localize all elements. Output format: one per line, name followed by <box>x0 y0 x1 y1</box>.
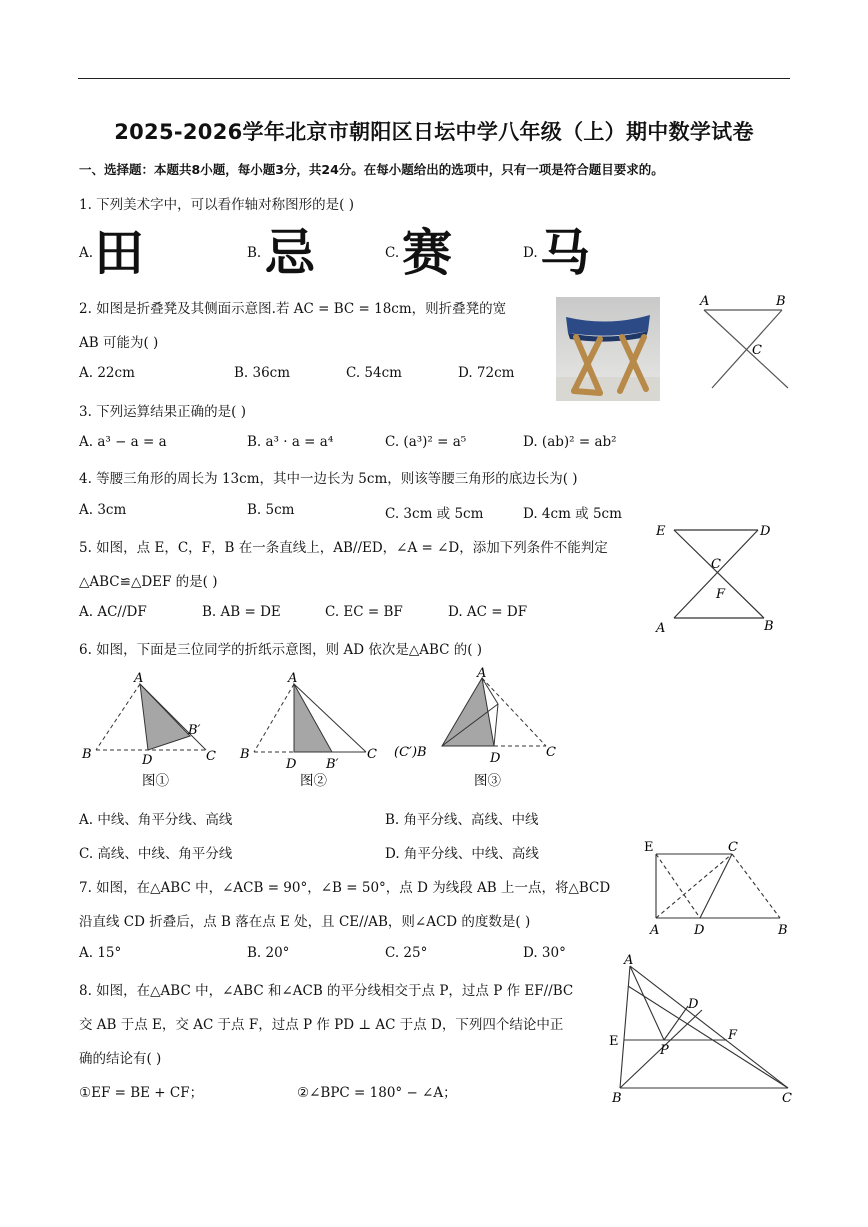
q6-fig3-label-d: D <box>490 751 501 766</box>
q4-option-c[interactable]: C. 3cm 或 5cm <box>385 506 484 522</box>
q8-label-f: F <box>728 1028 738 1043</box>
q7-option-b[interactable]: B. 20° <box>247 945 290 961</box>
page-title: 2025-2026学年北京市朝阳区日坛中学八年级（上）期中数学试卷 <box>114 120 754 144</box>
q6-fig1-label-d: D <box>142 753 153 768</box>
q6-fig3-caption: 图③ <box>474 773 501 788</box>
q1-option-d-label: D. <box>523 245 538 261</box>
q6-fig2-label-c: C <box>367 747 377 762</box>
q5-label-c: C <box>711 557 721 572</box>
q7-option-c[interactable]: C. 25° <box>385 945 428 961</box>
q7-label-b: B <box>778 923 788 938</box>
q3-stem: 3. 下列运算结果正确的是( ) <box>79 404 246 420</box>
q1-option-a-char[interactable]: 田 <box>94 224 144 282</box>
q8-label-c: C <box>782 1091 792 1106</box>
q2-option-d[interactable]: D. 72cm <box>458 365 515 381</box>
q7-label-a: A <box>650 923 660 938</box>
q5-label-d: D <box>760 524 771 539</box>
q5-diagram <box>652 518 782 638</box>
q7-label-e: E <box>644 840 654 855</box>
section-heading: 一、选择题：本题共8小题，每小题3分，共24分。在每小题给出的选项中，只有一项是符合题目要求的。 <box>79 162 664 177</box>
q6-stem: 6. 如图，下面是三位同学的折纸示意图，则 AD 依次是△ABC 的( ) <box>79 642 483 658</box>
q6-figure-1 <box>78 668 228 792</box>
q2-stem-line2: AB 可能为( ) <box>79 335 159 351</box>
q7-stem-line1: 7. 如图，在△ABC 中，∠ACB = 90°，∠B = 50°，点 D 为线段 AB 上一点，将△BCD <box>79 880 611 896</box>
q3-option-c[interactable]: C. (a³)² = a⁵ <box>385 434 467 450</box>
q6-fig2-label-d: D <box>286 757 297 772</box>
q5-option-c[interactable]: C. EC = BF <box>325 604 403 620</box>
q6-fig1-label-c: C <box>206 749 216 764</box>
q3-option-a[interactable]: A. a³ − a = a <box>79 434 167 450</box>
q1-option-c-label: C. <box>385 245 400 261</box>
q8-label-p: P <box>660 1043 669 1058</box>
q6-fig1-label-b: B <box>82 747 92 762</box>
q2-label-b: B <box>776 294 786 309</box>
q3-option-b[interactable]: B. a³ · a = a⁴ <box>247 434 334 450</box>
q7-label-c: C <box>728 840 738 855</box>
q6-fig2-label-b: B <box>240 747 250 762</box>
q6-fig3-label-c: C <box>546 745 556 760</box>
q1-stem: 1. 下列美术字中，可以看作轴对称图形的是( ) <box>79 197 354 213</box>
q2-label-a: A <box>700 294 710 309</box>
q4-option-b[interactable]: B. 5cm <box>247 502 295 518</box>
q8-conclusion-2: ②∠BPC = 180° − ∠A； <box>297 1085 457 1101</box>
q4-option-d[interactable]: D. 4cm 或 5cm <box>523 506 622 522</box>
folding-stool-photo <box>556 297 660 401</box>
q5-label-f: F <box>716 587 726 602</box>
q5-option-a[interactable]: A. AC//DF <box>79 604 147 620</box>
q1-option-b-char[interactable]: 忌 <box>265 224 315 282</box>
q6-option-a[interactable]: A. 中线、角平分线、高线 <box>79 812 233 828</box>
q3-option-d[interactable]: D. (ab)² = ab² <box>523 434 617 450</box>
q8-conclusion-1: ①EF = BE + CF； <box>79 1085 204 1101</box>
q2-stem-line1: 2. 如图是折叠凳及其侧面示意图.若 AC = BC = 18cm，则折叠凳的宽 <box>79 301 507 317</box>
q1-option-a-label: A. <box>79 245 94 261</box>
q7-option-d[interactable]: D. 30° <box>523 945 566 961</box>
q6-figure-3 <box>394 664 569 788</box>
q6-option-d[interactable]: D. 角平分线、中线、高线 <box>385 846 539 862</box>
q5-stem-line1: 5. 如图，点 E，C，F，B 在一条直线上，AB//ED，∠A = ∠D，添加下列条件不能判定 <box>79 540 608 556</box>
q2-option-c[interactable]: C. 54cm <box>346 365 402 381</box>
q6-fig1-caption: 图① <box>142 773 169 789</box>
q8-stem-line1: 8. 如图，在△ABC 中，∠ABC 和∠ACB 的平分线相交于点 P，过点 P 作 EF//BC <box>79 983 574 999</box>
q4-option-a[interactable]: A. 3cm <box>79 502 127 518</box>
q2-label-c: C <box>752 343 762 358</box>
q6-fig3-label-a: A <box>477 666 487 681</box>
q6-fig3-label-c-prime-b: (C′)B <box>394 745 427 760</box>
q5-label-a: A <box>656 621 666 636</box>
q8-label-d: D <box>688 997 699 1012</box>
header-rule <box>78 78 790 79</box>
q8-label-a: A <box>624 953 634 968</box>
q7-label-d: D <box>694 923 705 938</box>
q6-fig2-caption: 图② <box>300 773 327 789</box>
q6-option-c[interactable]: C. 高线、中线、角平分线 <box>79 846 233 862</box>
q8-diagram <box>602 950 800 1106</box>
q5-option-d[interactable]: D. AC = DF <box>448 604 528 620</box>
q5-option-b[interactable]: B. AB = DE <box>202 604 281 620</box>
q1-option-b-label: B. <box>247 245 262 261</box>
q5-stem-line2: △ABC≌△DEF 的是( ) <box>79 574 218 590</box>
q8-stem-line3: 确的结论有( ) <box>79 1051 162 1067</box>
q5-label-b: B <box>764 619 774 634</box>
q6-fig2-label-b-prime: B′ <box>326 757 339 772</box>
q7-stem-line2: 沿直线 CD 折叠后，点 B 落在点 E 处，且 CE//AB，则∠ACD 的度数是( ) <box>79 914 531 930</box>
q1-option-c-char[interactable]: 赛 <box>402 224 452 282</box>
q2-side-view-diagram <box>690 290 800 394</box>
q1-option-d-char[interactable]: 马 <box>540 224 590 282</box>
q8-label-b: B <box>612 1091 622 1106</box>
q6-option-b[interactable]: B. 角平分线、高线、中线 <box>385 812 539 828</box>
q2-option-b[interactable]: B. 36cm <box>234 365 291 381</box>
q2-option-a[interactable]: A. 22cm <box>79 365 135 381</box>
q6-figure-2 <box>236 668 386 792</box>
q6-fig1-label-b-prime: B′ <box>188 723 201 738</box>
q6-fig1-label-a: A <box>134 671 144 686</box>
q6-fig2-label-a: A <box>288 671 298 686</box>
q4-stem: 4. 等腰三角形的周长为 13cm，其中一边长为 5cm，则该等腰三角形的底边长为( ) <box>79 471 578 487</box>
q8-label-e: E <box>609 1034 619 1049</box>
q8-stem-line2: 交 AB 于点 E，交 AC 于点 F，过点 P 作 PD ⊥ AC 于点 D，下列四个结论中正 <box>79 1017 564 1033</box>
q5-label-e: E <box>656 524 666 539</box>
q7-diagram <box>640 836 800 938</box>
q7-option-a[interactable]: A. 15° <box>79 945 122 961</box>
